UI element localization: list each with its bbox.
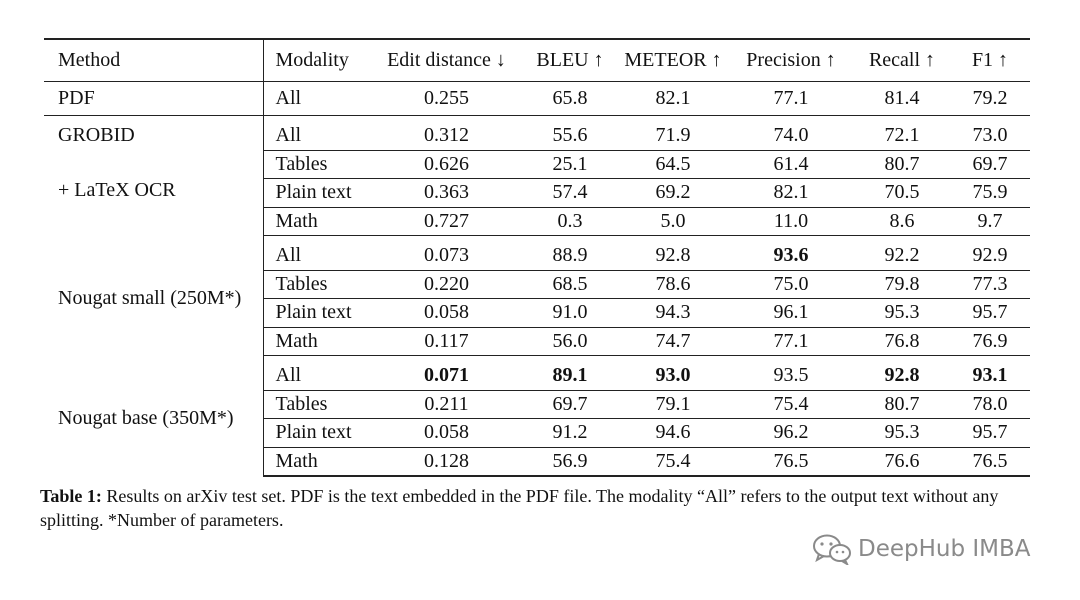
watermark — [812, 533, 1031, 565]
watermark-text: DeepHub IMBA — [858, 536, 1031, 562]
value-cell: 91.2 — [522, 419, 618, 448]
method-cell — [44, 116, 263, 236]
value-cell: 0.626 — [371, 150, 522, 179]
value-cell: 79.8 — [854, 270, 950, 299]
value-cell: 75.0 — [728, 270, 854, 299]
header-f1: F1 ↑ — [971, 49, 1009, 71]
value-cell: 0.058 — [371, 419, 522, 448]
method-name-extra: + LaTeX OCR — [58, 178, 176, 201]
value-cell: 0.117 — [371, 327, 522, 356]
modality-cell: Tables — [263, 150, 371, 179]
method-cell: Nougat base (350M*) — [58, 407, 234, 429]
value-cell: 79.1 — [618, 390, 728, 419]
table-row — [44, 356, 1030, 391]
value-cell: 72.1 — [884, 124, 920, 146]
value-cell: 78.0 — [950, 390, 1030, 419]
modality-cell: All — [263, 82, 371, 116]
value-cell: 95.7 — [950, 299, 1030, 328]
value-cell: 79.2 — [950, 82, 1030, 116]
value-cell: 81.4 — [854, 82, 950, 116]
value-cell: 93.0 — [655, 364, 691, 386]
wechat-icon — [812, 533, 852, 565]
value-cell: 80.7 — [854, 390, 950, 419]
value-cell: 69.2 — [618, 179, 728, 208]
modality-cell: Tables — [263, 270, 371, 299]
value-cell: 71.9 — [655, 124, 691, 146]
value-cell: 95.7 — [950, 419, 1030, 448]
value-cell: 69.7 — [950, 150, 1030, 179]
value-cell: 77.1 — [728, 82, 854, 116]
modality-cell: Tables — [263, 390, 371, 419]
value-cell: 0.211 — [371, 390, 522, 419]
results-table-container — [44, 38, 1030, 477]
value-cell: 75.9 — [950, 179, 1030, 208]
modality-cell: Plain text — [263, 419, 371, 448]
value-cell: 77.3 — [950, 270, 1030, 299]
value-cell: 77.1 — [728, 327, 854, 356]
value-cell: 88.9 — [552, 244, 588, 266]
header-modality: Modality — [263, 39, 371, 82]
value-cell: 75.4 — [618, 447, 728, 476]
method-name: GROBID — [58, 124, 135, 146]
value-cell: 69.7 — [522, 390, 618, 419]
table-body — [44, 82, 1030, 477]
value-cell: 0.058 — [371, 299, 522, 328]
modality-cell: All — [263, 236, 371, 271]
value-cell: 82.1 — [728, 179, 854, 208]
value-cell: 68.5 — [522, 270, 618, 299]
value-cell: 76.6 — [854, 447, 950, 476]
value-cell: 0.3 — [522, 207, 618, 236]
value-cell: 65.8 — [522, 82, 618, 116]
value-cell: 96.1 — [728, 299, 854, 328]
value-cell: 11.0 — [728, 207, 854, 236]
value-cell: 70.5 — [854, 179, 950, 208]
caption-label: Table 1: — [40, 486, 102, 506]
value-cell: 0.220 — [371, 270, 522, 299]
value-cell: 92.2 — [884, 244, 920, 266]
value-cell: 93.6 — [773, 244, 809, 266]
modality-cell: Math — [263, 207, 371, 236]
modality-cell: Math — [263, 327, 371, 356]
method-cell: Nougat small (250M*) — [58, 286, 242, 309]
value-cell: 8.6 — [854, 207, 950, 236]
value-cell: 57.4 — [522, 179, 618, 208]
value-cell: 75.4 — [728, 390, 854, 419]
modality-cell: Plain text — [263, 179, 371, 208]
value-cell: 76.5 — [950, 447, 1030, 476]
table-header-row — [44, 39, 1030, 82]
value-cell: 74.7 — [618, 327, 728, 356]
value-cell: 56.0 — [522, 327, 618, 356]
modality-cell: All — [263, 116, 371, 151]
value-cell: 0.128 — [371, 447, 522, 476]
value-cell: 0.312 — [424, 124, 469, 146]
value-cell: 76.8 — [854, 327, 950, 356]
modality-cell: All — [263, 356, 371, 391]
value-cell: 92.8 — [655, 244, 691, 266]
value-cell: 5.0 — [618, 207, 728, 236]
header-method: Method — [58, 49, 121, 71]
value-cell: 94.3 — [618, 299, 728, 328]
value-cell: 61.4 — [728, 150, 854, 179]
caption-text: Results on arXiv test set. PDF is the text embedded in the PDF file. The modality “All” refers to the output text without any splitting. *Number of parameters. — [40, 486, 999, 530]
modality-cell: Plain text — [263, 299, 371, 328]
value-cell: 0.073 — [424, 244, 469, 266]
value-cell: 78.6 — [618, 270, 728, 299]
value-cell: 93.5 — [773, 364, 809, 386]
method-cell: PDF — [44, 82, 263, 116]
value-cell: 92.8 — [884, 364, 920, 386]
value-cell: 0.255 — [371, 82, 522, 116]
header-precision: Precision ↑ — [746, 49, 836, 71]
results-table — [44, 38, 1030, 477]
table-row — [44, 236, 1030, 271]
value-cell: 80.7 — [854, 150, 950, 179]
value-cell: 56.9 — [522, 447, 618, 476]
value-cell: 96.2 — [728, 419, 854, 448]
header-edit-distance: Edit distance ↓ — [387, 49, 506, 71]
value-cell: 82.1 — [618, 82, 728, 116]
value-cell: 0.363 — [371, 179, 522, 208]
value-cell: 73.0 — [972, 124, 1008, 146]
table-caption — [40, 484, 1050, 532]
value-cell: 93.1 — [972, 364, 1008, 386]
value-cell: 55.6 — [552, 124, 588, 146]
value-cell: 76.5 — [728, 447, 854, 476]
value-cell: 0.071 — [424, 364, 469, 386]
table-row — [44, 116, 1030, 151]
value-cell: 64.5 — [618, 150, 728, 179]
value-cell: 95.3 — [854, 419, 950, 448]
value-cell: 9.7 — [950, 207, 1030, 236]
value-cell: 92.9 — [972, 244, 1008, 266]
value-cell: 25.1 — [522, 150, 618, 179]
modality-cell: Math — [263, 447, 371, 476]
header-bleu: BLEU ↑ — [536, 49, 604, 71]
value-cell: 94.6 — [618, 419, 728, 448]
value-cell: 95.3 — [854, 299, 950, 328]
value-cell: 74.0 — [773, 124, 809, 146]
value-cell: 76.9 — [950, 327, 1030, 356]
header-recall: Recall ↑ — [868, 49, 936, 71]
table-row — [44, 82, 1030, 116]
value-cell: 0.727 — [371, 207, 522, 236]
header-meteor: METEOR ↑ — [624, 49, 722, 71]
value-cell: 91.0 — [522, 299, 618, 328]
value-cell: 89.1 — [552, 364, 588, 386]
